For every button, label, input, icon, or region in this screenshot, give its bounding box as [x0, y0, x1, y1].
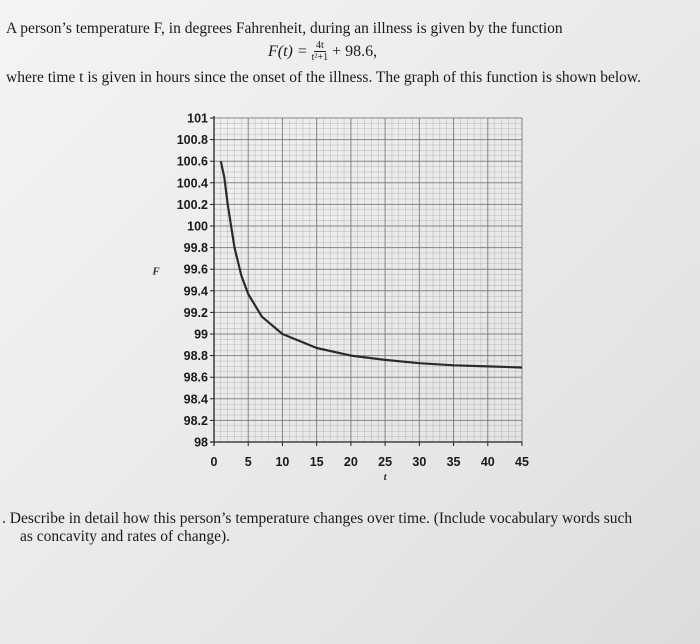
- formula-left: F(t) =: [268, 42, 308, 60]
- problem-context-text: where time t is given in hours since the onset of the illness. The graph of this function is shown below.: [6, 69, 641, 86]
- y-tick-label: 98.4: [183, 392, 208, 407]
- formula-denominator: t²+1: [311, 52, 329, 63]
- x-tick-label: 0: [210, 455, 218, 469]
- x-axis-label: t: [383, 471, 387, 483]
- x-tick-label: 45: [515, 455, 529, 469]
- x-tick-label: 15: [309, 455, 324, 469]
- y-tick-label: 99.6: [183, 262, 208, 277]
- problem-intro-text: A person’s temperature F, in degrees Fahrenheit, during an illness is given by the function: [6, 20, 563, 37]
- x-tick-label: 20: [343, 455, 358, 469]
- y-tick-label: 98.8: [183, 349, 208, 364]
- formula-right: + 98.6,: [332, 42, 378, 60]
- x-tick-label: 5: [244, 455, 252, 469]
- y-tick-label: 100.4: [176, 176, 208, 191]
- y-tick-label: 100: [187, 219, 208, 234]
- y-tick-label: 99.2: [183, 305, 208, 320]
- y-tick-label: 99.4: [183, 284, 208, 299]
- y-tick-label: 100.6: [176, 154, 208, 169]
- y-tick-label: 100.2: [176, 197, 208, 212]
- x-tick-label: 25: [378, 455, 393, 469]
- y-axis-label: F: [152, 265, 160, 278]
- y-tick-label: 98: [194, 435, 208, 450]
- x-tick-label: 40: [480, 455, 495, 469]
- y-tick-label: 98.6: [183, 370, 208, 385]
- y-tick-label: 101: [187, 111, 208, 126]
- question-text-line-1: . Describe in detail how this person’s temperature changes over time. (Include vocabulary words such: [2, 510, 633, 527]
- x-tick-label: 30: [412, 455, 427, 469]
- formula-numerator: 4t: [315, 40, 324, 51]
- y-tick-label: 99: [194, 327, 208, 342]
- y-tick-label: 99.8: [183, 241, 208, 256]
- x-tick-label: 35: [446, 455, 461, 469]
- y-tick-label: 100.8: [176, 133, 208, 148]
- x-tick-label: 10: [275, 455, 290, 469]
- y-tick-label: 98.2: [183, 413, 208, 428]
- question-text-line-2: as concavity and rates of change).: [20, 528, 231, 545]
